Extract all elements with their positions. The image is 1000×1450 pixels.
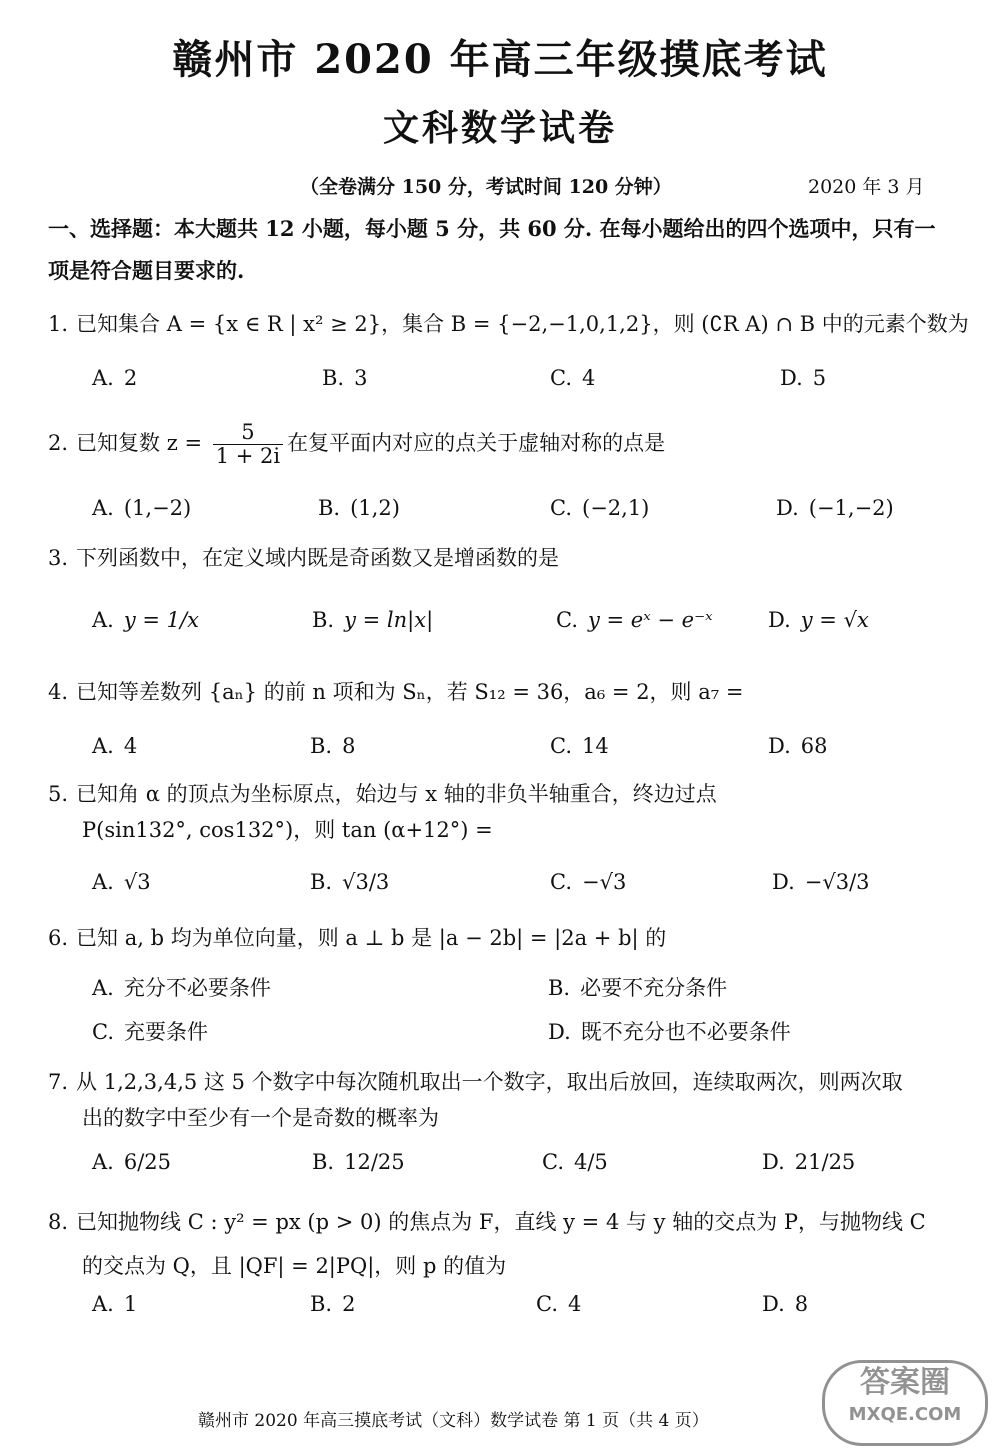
question-text: 已知角 α 的顶点为坐标原点，始边与 x 轴的非负半轴重合，终边过点	[76, 782, 717, 806]
question-number: 6.	[48, 926, 69, 950]
page-footer: 赣州市 2020 年高三摸底考试（文科）数学试卷 第 1 页（共 4 页）	[198, 1411, 709, 1431]
option-label: B.	[318, 496, 341, 520]
option-label: C.	[542, 1150, 564, 1174]
option-value: 8	[342, 734, 356, 758]
option-value: 4	[582, 366, 596, 390]
option-c	[92, 1016, 208, 1046]
option-c	[536, 1292, 581, 1316]
option-value: y = √x	[800, 608, 869, 632]
watermark-logo	[822, 1360, 988, 1446]
option-label: B.	[312, 608, 335, 632]
option-value: y = eˣ − e⁻ˣ	[588, 608, 713, 632]
option-label: D.	[776, 496, 799, 520]
option-d	[768, 608, 869, 632]
exam-title: 赣州市 2020 年高三年级摸底考试	[172, 36, 828, 83]
option-value: 5	[812, 366, 827, 390]
option-label: B.	[310, 1292, 333, 1316]
option-d	[762, 1292, 808, 1316]
option-value: (−2,1)	[582, 496, 650, 520]
option-label: A.	[92, 870, 114, 894]
option-value: 必要不充分条件	[580, 976, 728, 1000]
option-a	[92, 972, 271, 1002]
watermark-text: 答案圈	[860, 1365, 950, 1400]
question-5-line2: P(sin132°, cos132°)，则 tan (α+12°) =	[82, 818, 493, 842]
option-value: 充分不必要条件	[123, 976, 271, 1000]
option-value: y = 1/x	[123, 608, 199, 632]
option-d	[762, 1150, 855, 1174]
option-value: 充要条件	[124, 1020, 208, 1044]
option-label: A.	[92, 1150, 114, 1174]
option-value: 4	[123, 734, 138, 758]
option-value: 21/25	[794, 1150, 856, 1174]
question-number: 2.	[48, 431, 69, 455]
question-text: 已知集合 A = {x ∈ R | x² ≥ 2}，集合 B = {−2,−1,0,1,2}，则 (∁R A) ∩ B 中的元素个数为	[76, 312, 969, 336]
option-label: A.	[92, 976, 114, 1000]
fraction-denominator: 1 + 2i	[215, 444, 281, 468]
option-value: √3/3	[342, 870, 390, 894]
option-value: 12/25	[344, 1150, 405, 1174]
question-text-pre: 已知复数 z =	[76, 431, 203, 455]
option-c	[542, 1150, 608, 1174]
question-number: 8.	[48, 1210, 69, 1234]
option-label: D.	[762, 1150, 785, 1174]
option-label: A.	[92, 1292, 114, 1316]
section-heading-line2: 项是符合题目要求的.	[48, 258, 245, 283]
option-c	[550, 870, 626, 894]
option-d	[772, 870, 870, 894]
option-a	[92, 734, 137, 758]
question-1	[48, 306, 968, 342]
option-value: (−1,−2)	[808, 496, 894, 520]
option-value: 3	[354, 366, 368, 390]
option-label: B.	[548, 976, 571, 1000]
option-b	[322, 366, 367, 390]
option-label: A.	[92, 496, 114, 520]
option-value: 2	[342, 1292, 356, 1316]
question-number: 7.	[48, 1070, 69, 1094]
question-5	[48, 776, 968, 812]
option-value: 4/5	[574, 1150, 608, 1174]
option-label: B.	[322, 366, 345, 390]
question-7-line2: 出的数字中至少有一个是奇数的概率为	[82, 1106, 439, 1130]
option-value: √3	[123, 870, 151, 894]
option-label: C.	[556, 608, 578, 632]
exam-subtitle: 文科数学试卷	[382, 107, 617, 149]
option-value: 68	[800, 734, 828, 758]
option-label: C.	[92, 1020, 114, 1044]
question-8-line2: 的交点为 Q，且 |QF| = 2|PQ|，则 p 的值为	[82, 1254, 507, 1278]
option-a	[92, 608, 199, 632]
option-value: 6/25	[123, 1150, 172, 1174]
option-value: −√3/3	[804, 870, 870, 894]
question-4	[48, 674, 968, 710]
option-d	[780, 366, 826, 390]
option-d	[768, 734, 828, 758]
option-d	[776, 496, 894, 520]
option-label: D.	[548, 1020, 571, 1044]
question-number: 3.	[48, 546, 69, 570]
option-d	[548, 1016, 791, 1046]
watermark-url: MXQE.COM	[848, 1404, 962, 1425]
option-label: B.	[310, 734, 333, 758]
option-a	[92, 496, 191, 520]
fraction	[213, 421, 283, 468]
option-value: (1,2)	[350, 496, 400, 520]
question-text: 从 1,2,3,4,5 这 5 个数字中每次随机取出一个数字，取出后放回，连续取两次，则两次取	[76, 1070, 903, 1094]
option-b	[310, 1292, 355, 1316]
option-label: C.	[550, 734, 572, 758]
question-text: 已知 a, b 均为单位向量，则 a ⊥ b 是 |a − 2b| = |2a + b| 的	[76, 926, 667, 950]
question-number: 4.	[48, 680, 69, 704]
option-b	[312, 608, 433, 632]
option-label: A.	[92, 734, 114, 758]
exam-date: 2020 年 3 月	[808, 176, 925, 198]
option-label: A.	[92, 608, 114, 632]
question-text: 已知抛物线 C : y² = px (p > 0) 的焦点为 F，直线 y = 4 与 y 轴的交点为 P，与抛物线 C	[76, 1210, 926, 1234]
question-2	[48, 418, 968, 468]
fraction-numerator: 5	[213, 421, 283, 445]
question-text: 已知等差数列 {aₙ} 的前 n 项和为 Sₙ，若 S₁₂ = 36，a₆ = 2，则 a₇ =	[76, 680, 744, 704]
question-8	[48, 1204, 968, 1240]
option-c	[550, 366, 595, 390]
option-value: 1	[123, 1292, 138, 1316]
option-b	[312, 1150, 405, 1174]
question-7	[48, 1064, 968, 1100]
option-value: 14	[582, 734, 609, 758]
option-b	[310, 870, 389, 894]
option-label: B.	[312, 1150, 335, 1174]
question-number: 5.	[48, 782, 69, 806]
option-value: (1,−2)	[123, 496, 192, 520]
option-b	[548, 972, 727, 1002]
option-label: D.	[768, 608, 791, 632]
option-label: D.	[772, 870, 795, 894]
option-c	[550, 734, 609, 758]
option-value: 4	[568, 1292, 582, 1316]
option-a	[92, 1292, 137, 1316]
option-value: 8	[794, 1292, 809, 1316]
option-label: D.	[768, 734, 791, 758]
question-3	[48, 540, 968, 576]
option-value: y = ln|x|	[344, 608, 434, 632]
option-value: 2	[123, 366, 138, 390]
option-a	[92, 1150, 171, 1174]
question-text: 下列函数中，在定义域内既是奇函数又是增函数的是	[76, 546, 560, 570]
question-number: 1.	[48, 312, 69, 336]
question-text-post: 在复平面内对应的点关于虚轴对称的点是	[287, 431, 666, 455]
option-label: C.	[536, 1292, 558, 1316]
option-label: A.	[92, 366, 114, 390]
option-label: C.	[550, 870, 572, 894]
option-label: B.	[310, 870, 333, 894]
option-a	[92, 870, 151, 894]
option-label: C.	[550, 496, 572, 520]
option-value: 既不充分也不必要条件	[580, 1020, 791, 1044]
option-a	[92, 366, 137, 390]
option-c	[550, 496, 649, 520]
option-value: −√3	[582, 870, 627, 894]
option-label: C.	[550, 366, 572, 390]
option-label: D.	[780, 366, 803, 390]
section-heading-line1: 一、选择题：本大题共 12 小题，每小题 5 分，共 60 分. 在每小题给出的四个选项中，只有一	[48, 216, 936, 241]
option-label: D.	[762, 1292, 785, 1316]
option-b	[310, 734, 355, 758]
option-b	[318, 496, 400, 520]
question-6	[48, 920, 968, 956]
option-c	[556, 608, 713, 632]
exam-meta: （全卷满分 150 分，考试时间 120 分钟）	[300, 176, 672, 198]
